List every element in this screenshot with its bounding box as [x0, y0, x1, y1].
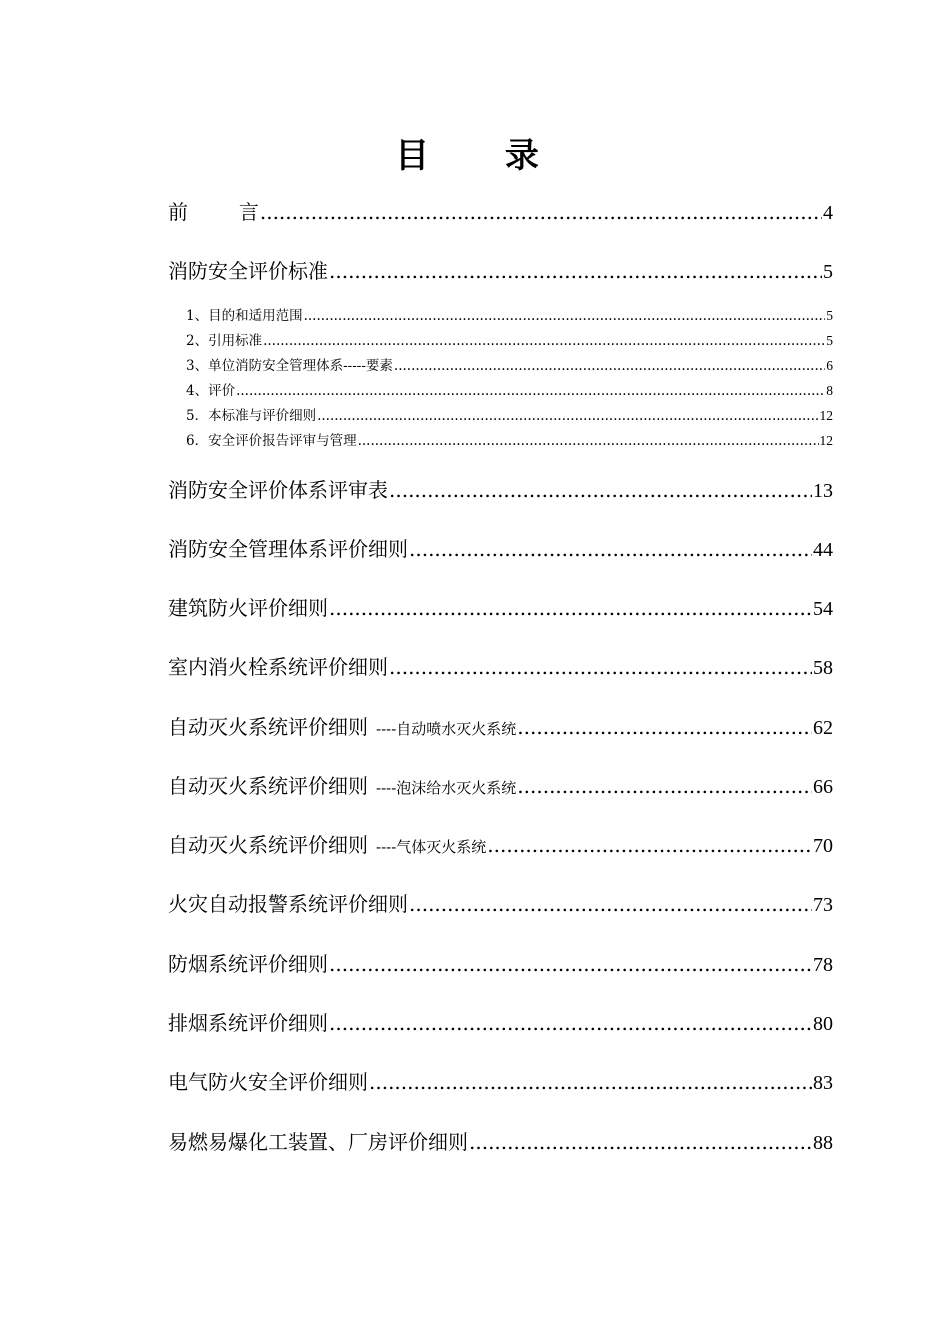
toc-entry-label: 消防安全评价标准 [168, 259, 328, 283]
toc-entry[interactable] [168, 533, 833, 561]
toc-entry[interactable] [168, 354, 833, 374]
toc-page-number: 66 [813, 776, 833, 798]
dot-leader [369, 1070, 812, 1094]
toc-page-number: 58 [813, 657, 833, 679]
dot-leader [469, 1130, 812, 1154]
toc-entry-label: 建筑防火评价细则 [168, 596, 328, 620]
toc-entry-label: 消防安全管理体系评价细则 [168, 537, 408, 561]
toc-entry-label: 前 言 [168, 200, 259, 224]
toc-entry[interactable] [168, 1066, 833, 1094]
toc-entry[interactable] [168, 255, 833, 283]
dot-leader [487, 833, 812, 857]
toc-page-number: 8 [826, 383, 833, 398]
dot-leader [304, 308, 826, 324]
dot-leader [329, 1011, 812, 1035]
dot-leader [517, 774, 812, 798]
toc-entry[interactable] [168, 888, 833, 916]
dot-leader [394, 358, 825, 374]
dot-leader [236, 383, 825, 399]
toc-entry[interactable] [168, 474, 833, 502]
toc-entry[interactable] [168, 948, 833, 976]
toc-entry-label: 自动灭火系统评价细则 [168, 774, 368, 798]
toc-entry-label: 室内消火栓系统评价细则 [168, 655, 388, 679]
toc-entry-label: 4、评价 [186, 383, 236, 399]
toc-page-number: 13 [813, 480, 833, 502]
toc-entry-label: 1、目的和适用范围 [186, 308, 303, 324]
toc-entry-label: 6．安全评价报告评审与管理 [186, 433, 357, 449]
dot-leader [409, 537, 812, 561]
toc-entry[interactable] [168, 196, 833, 224]
toc-entry[interactable] [168, 304, 833, 324]
dot-leader [263, 333, 825, 349]
toc-page-number: 62 [813, 717, 833, 739]
toc-page-number: 6 [826, 358, 833, 373]
toc-entry[interactable] [168, 404, 833, 424]
dot-leader [389, 478, 812, 502]
dot-leader [358, 433, 819, 449]
toc-entry-label: 电气防火安全评价细则 [168, 1070, 368, 1094]
toc-entry-label: 火灾自动报警系统评价细则 [168, 892, 408, 916]
toc-page-number: 70 [813, 835, 833, 857]
dot-leader [329, 259, 822, 283]
toc-entry-label: 消防安全评价体系评审表 [168, 478, 388, 502]
dot-leader [409, 892, 812, 916]
toc-entry-label: 5．本标准与评价细则 [186, 408, 317, 424]
toc-entry-label: 2、引用标准 [186, 333, 263, 349]
toc-entry-subtitle: ----泡沫给水灭火系统 [376, 779, 517, 797]
dot-leader [517, 715, 812, 739]
toc-entry-subtitle: ----气体灭火系统 [376, 838, 487, 856]
toc-entry[interactable] [168, 1126, 833, 1154]
toc-entry-label: 自动灭火系统评价细则 [168, 715, 368, 739]
toc-page-number: 88 [813, 1132, 833, 1154]
toc-entry[interactable] [168, 711, 833, 739]
toc-entry-label: 防烟系统评价细则 [168, 952, 328, 976]
toc-entry[interactable] [168, 592, 833, 620]
toc-entry[interactable] [168, 1007, 833, 1035]
toc-entry[interactable] [168, 829, 833, 857]
toc-page-number: 5 [826, 333, 833, 348]
toc-page-number: 5 [823, 261, 833, 283]
toc-entry[interactable] [168, 429, 833, 449]
toc-entry[interactable] [168, 651, 833, 679]
dot-leader [329, 952, 812, 976]
toc-entry-label: 排烟系统评价细则 [168, 1011, 328, 1035]
toc-page-number: 4 [823, 202, 833, 224]
dot-leader [317, 408, 818, 424]
toc-entry[interactable] [168, 770, 833, 798]
dot-leader [389, 655, 812, 679]
toc-page-number: 5 [826, 308, 833, 323]
toc-page-number: 78 [813, 954, 833, 976]
toc-page-number: 12 [819, 408, 833, 423]
toc-entry[interactable] [168, 329, 833, 349]
toc-page-number: 54 [813, 598, 833, 620]
toc-page-number: 73 [813, 894, 833, 916]
toc-entry-subtitle: ----自动喷水灭火系统 [376, 720, 517, 738]
toc-entry-label: 自动灭火系统评价细则 [168, 833, 368, 857]
toc-page-number: 44 [813, 539, 833, 561]
dot-leader [260, 200, 822, 224]
toc-page-number: 83 [813, 1072, 833, 1094]
toc-entry-label: 易燃易爆化工装置、厂房评价细则 [168, 1130, 468, 1154]
toc-entry-label: 3、单位消防安全管理体系-----要素 [186, 358, 393, 374]
toc-page-number: 12 [819, 433, 833, 448]
dot-leader [329, 596, 812, 620]
toc-page-number: 80 [813, 1013, 833, 1035]
page-title: 目 录 [395, 136, 571, 176]
toc-entry[interactable] [168, 379, 833, 399]
